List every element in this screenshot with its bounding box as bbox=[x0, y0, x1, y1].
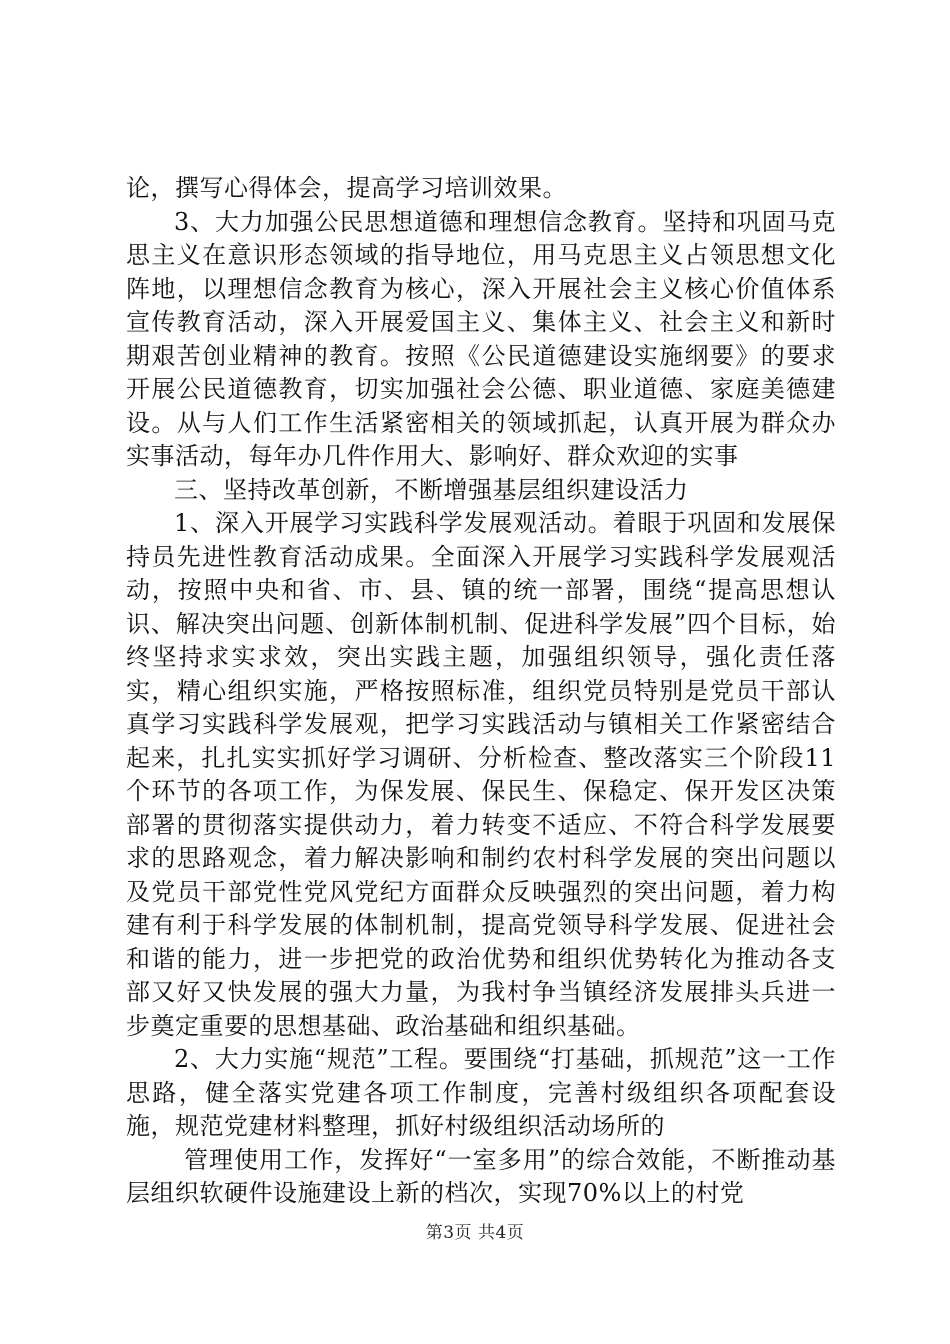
paragraph-moral-education: 3、大力加强公民思想道德和理想信念教育。坚持和巩固马克思主义在意识形态领域的指导地位，用马克思主义占领思想文化阵地，以理想信念教育为核心，深入开展社会主义核心价值体系宣传教育活动，深入开展爱国主义、集体主义、社会主义和新时期艰苦创业精神的教育。按照《公民道德建设实施纲要》的要求开展公民道德教育，切实加强社会公德、职业道德、家庭美德建设。从与人们工作生活紧密相关的领域抓起，认真开展为群众办实事活动，每年办几件作用大、影响好、群众欢迎的实事 bbox=[126, 207, 836, 470]
section-heading-reform: 三、坚持改革创新，不断增强基层组织建设活力 bbox=[174, 475, 689, 504]
paragraph-standardization-project: 2、大力实施“规范”工程。要围绕“打基础，抓规范”这一工作思路，健全落实党建各项工作制度，完善村级组织各项配套设施，规范党建材料整理，抓好村级组织活动场所的 bbox=[126, 1045, 836, 1140]
page-number-footer: 第3页 共4页 bbox=[425, 1223, 525, 1243]
document-body bbox=[126, 172, 836, 1211]
paragraph-continuation: 论，撰写心得体会，提高学习培训效果。 bbox=[126, 174, 567, 202]
paragraph-management-use: 管理使用工作，发挥好“一室多用”的综合效能，不断推动基层组织软硬件设施建设上新的档次，实现70%以上的村党 bbox=[126, 1145, 836, 1207]
paragraph-scientific-development: 1、深入开展学习实践科学发展观活动。着眼于巩固和发展保持员先进性教育活动成果。全面深入开展学习实践科学发展观活动，按照中央和省、市、县、镇的统一部署，围绕“提高思想认识、解决突出问题、创新体制机制、促进科学发展”四个目标，始终坚持求实求效，突出实践主题，加强组织领导，强化责任落实，精心组织实施，严格按照标准，组织党员特别是党员干部认真学习实践科学发展观，把学习实践活动与镇相关工作紧密结合起来，扎扎实实抓好学习调研、分析检查、整改落实三个阶段11个环节的各项工作，为保发展、保民生、保稳定、保开发区决策部署的贯彻落实提供动力，着力转变不适应、不符合科学发展要求的思路观念，着力解决影响和制约农村科学发展的突出问题以及党员干部党性党风党纪方面群众反映强烈的突出问题，着力构建有利于科学发展的体制机制，提高党领导科学发展、促进社会和谐的能力，进一步把党的政治优势和组织优势转化为推动各支部又好又快发展的强大力量，为我村争当镇经济发展排头兵进一步奠定重要的思想基础、政治基础和组织基础。 bbox=[126, 509, 836, 1040]
